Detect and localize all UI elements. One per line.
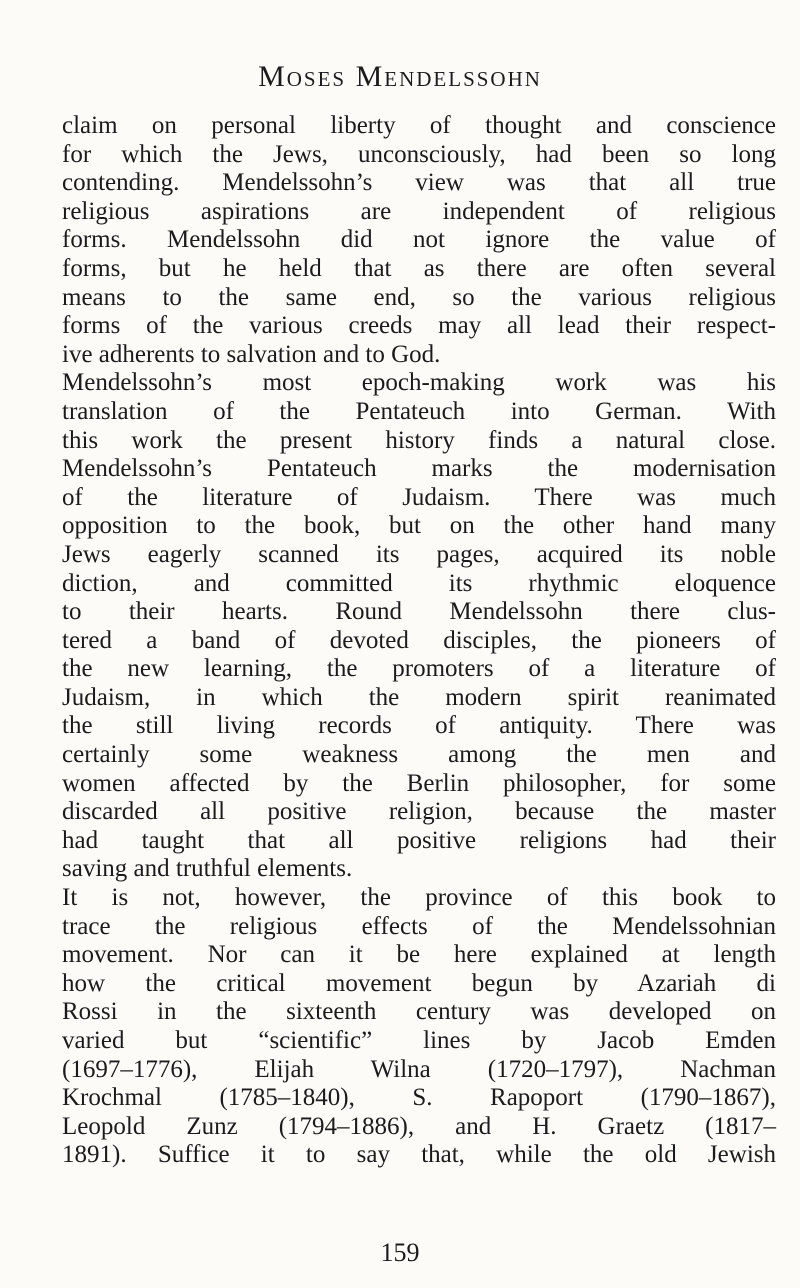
text-line: Mendelssohn’s Pentateuch marks the modernisation bbox=[62, 455, 776, 483]
text-line: for which the Jews, unconsciously, had been so long bbox=[62, 140, 776, 168]
text-line: the still living records of antiquity. There was bbox=[62, 712, 776, 740]
paragraph-end-line: saving and truthful elements. bbox=[62, 855, 353, 883]
text-line: claim on personal liberty of thought and conscience bbox=[62, 112, 776, 139]
text-line: of the literature of Judaism. There was much bbox=[62, 483, 776, 511]
text-line: opposition to the book, but on the other hand many bbox=[62, 512, 776, 540]
text-line: (1697–1776), Elijah Wilna (1720–1797), Nachman bbox=[62, 1055, 776, 1083]
text-line: Mendelssohn’s most epoch-making work was his bbox=[62, 369, 776, 397]
text-line: varied but “scientific” lines by Jacob Emden bbox=[62, 1027, 776, 1054]
text-line: this work the present history finds a natural close. bbox=[62, 426, 776, 454]
text-line: means to the same end, so the various religious bbox=[62, 283, 776, 311]
text-line: women affected by the Berlin philosopher, for some bbox=[62, 769, 776, 797]
text-line: discarded all positive religion, because the master bbox=[62, 798, 776, 826]
text-line: It is not, however, the province of this book to bbox=[62, 884, 776, 912]
text-line: Judaism, in which the modern spirit reanimated bbox=[62, 683, 776, 711]
text-line: the new learning, the promoters of a literature of bbox=[62, 655, 776, 683]
paragraph-end-line: ive adherents to salvation and to God. bbox=[62, 340, 441, 368]
text-line: had taught that all positive religions had their bbox=[62, 826, 776, 854]
text-line: trace the religious effects of the Mendelssohnian bbox=[62, 912, 776, 940]
text-line: Leopold Zunz (1794–1886), and H. Graetz (1817– bbox=[62, 1112, 776, 1140]
text-line: to their hearts. Round Mendelssohn there clus- bbox=[62, 598, 776, 626]
text-line: forms, but he held that as there are often several bbox=[62, 254, 776, 282]
text-line: Jews eagerly scanned its pages, acquired its noble bbox=[62, 540, 776, 568]
text-line: religious aspirations are independent of religious bbox=[62, 197, 776, 225]
text-line: diction, and committed its rhythmic eloquence bbox=[62, 569, 776, 597]
text-line: tered a band of devoted disciples, the pioneers of bbox=[62, 626, 776, 654]
text-line: translation of the Pentateuch into German. With bbox=[62, 397, 776, 425]
text-line: how the critical movement begun by Azariah di bbox=[62, 969, 776, 997]
text-line: Rossi in the sixteenth century was developed on bbox=[62, 998, 776, 1026]
text-line: forms of the various creeds may all lead their respect- bbox=[62, 312, 776, 340]
text-line: forms. Mendelssohn did not ignore the value of bbox=[62, 226, 776, 254]
running-head: Moses Mendelssohn bbox=[258, 60, 542, 93]
text-line: contending. Mendelssohn’s view was that all true bbox=[62, 169, 776, 197]
text-line: certainly some weakness among the men and bbox=[62, 741, 776, 769]
text-line: 1891). Suffice it to say that, while the old Jewish bbox=[62, 1141, 776, 1169]
body-text bbox=[62, 112, 776, 1170]
text-line: Krochmal (1785–1840), S. Rapoport (1790–1867), bbox=[62, 1084, 776, 1112]
text-line: movement. Nor can it be here explained at length bbox=[62, 941, 776, 969]
page-number: 159 bbox=[380, 1238, 420, 1267]
